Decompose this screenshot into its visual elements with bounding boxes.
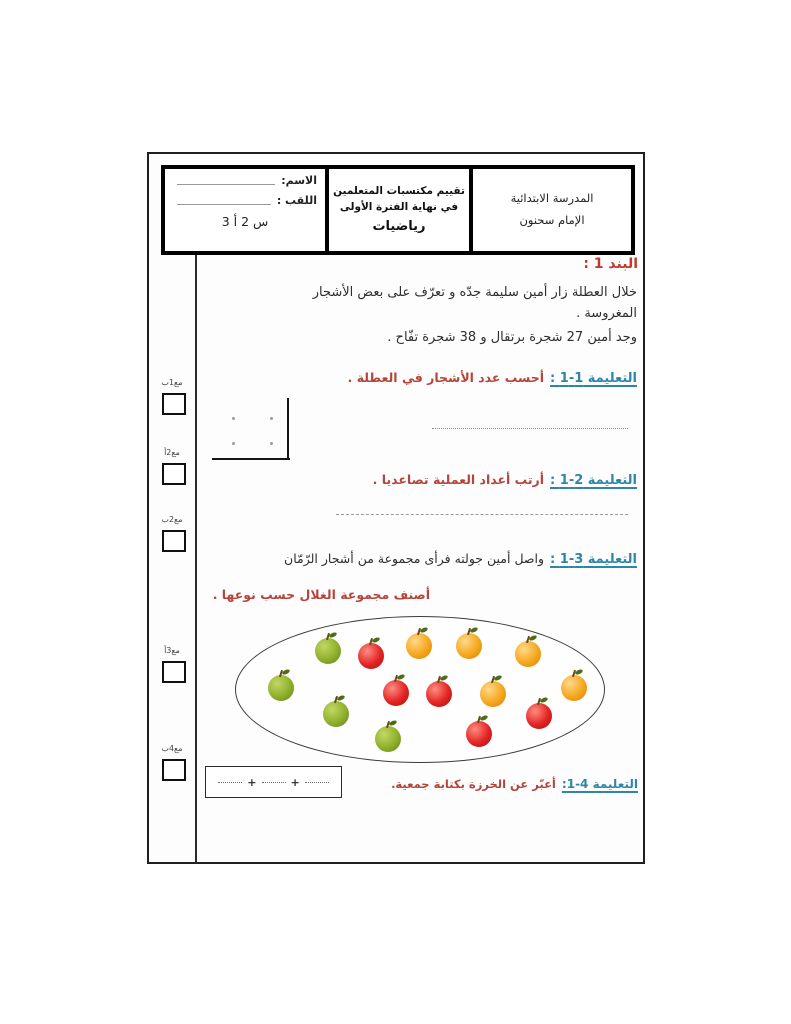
assessment-title-line2: في نهاية الفترة الأولى — [339, 200, 459, 213]
criterion-label-1: مع1ب — [161, 378, 183, 387]
assessment-cell — [325, 169, 473, 251]
criterion-label-2: مع2أ — [164, 448, 180, 457]
name-row — [173, 174, 317, 187]
answer-line-1-2[interactable] — [336, 514, 628, 515]
orange-fruit — [456, 633, 482, 659]
situation-line-2: المغروسة . — [576, 305, 637, 321]
green-fruit — [315, 638, 341, 664]
situation-line-3: وجد أمين 27 شجرة برتقال و 38 شجرة تفّاح . — [387, 329, 637, 345]
orange-fruit — [406, 633, 432, 659]
surname-row — [173, 194, 317, 207]
red-fruit — [466, 721, 492, 747]
red-fruit — [426, 681, 452, 707]
school-name-line2: الإمام سحنون — [519, 213, 585, 227]
subject-title: رياضيات — [372, 219, 426, 235]
green-fruit — [375, 726, 401, 752]
school-cell — [473, 169, 631, 251]
item-1-heading: البند 1 : — [583, 256, 638, 272]
sum-blank-3 — [305, 782, 329, 783]
class-code: س 2 أ 3 — [221, 214, 269, 229]
plus-sign: + — [247, 775, 257, 789]
answer-line-1-1[interactable] — [432, 428, 628, 429]
situation-line-1: خلال العطلة زار أمين سليمة جدّه و تعرّف على بعض الأشجار — [312, 285, 637, 300]
criterion-label-4: مع3أ — [164, 646, 180, 655]
instruction-1-3-label: التعليمة 3-1 : — [550, 552, 637, 567]
orange-fruit — [515, 641, 541, 667]
fruit-ellipse — [235, 616, 605, 763]
instruction-1-2 — [205, 472, 637, 488]
criterion-checkbox-4[interactable] — [162, 661, 186, 683]
instruction-1-2-label: التعليمة 2-1 : — [550, 473, 637, 488]
header-table — [161, 165, 635, 255]
instruction-1-1 — [205, 370, 637, 386]
digit-dot — [232, 417, 235, 420]
instruction-1-4-label: التعليمة 4-1: — [561, 777, 638, 791]
instruction-1-2-text: أرتب أعداد العملية تصاعديا . — [372, 472, 545, 487]
criterion-label-3: مع2ب — [161, 515, 183, 524]
green-fruit — [323, 701, 349, 727]
instruction-1-3-subtext: أصنف مجموعة الغلال حسب نوعها . — [212, 587, 430, 602]
instruction-1-3 — [205, 551, 637, 567]
instruction-1-4-text: أعبّر عن الخرزة بكتابة جمعية. — [391, 777, 556, 791]
criterion-checkbox-5[interactable] — [162, 759, 186, 781]
sum-blank-2 — [262, 782, 286, 783]
situation-text — [205, 283, 637, 348]
name-write-line[interactable] — [177, 174, 275, 185]
addition-frame-result-line — [212, 458, 290, 460]
orange-fruit — [480, 681, 506, 707]
addition-writing-box[interactable] — [205, 766, 342, 798]
instruction-1-1-label: التعليمة 1-1 : — [550, 371, 637, 386]
sum-blank-1 — [218, 782, 242, 783]
red-fruit — [383, 680, 409, 706]
addition-frame-vertical-line — [287, 398, 289, 460]
criterion-checkbox-2[interactable] — [162, 463, 186, 485]
criterion-checkbox-1[interactable] — [162, 393, 186, 415]
margin-divider — [195, 255, 197, 864]
green-fruit — [268, 675, 294, 701]
orange-fruit — [561, 675, 587, 701]
instruction-1-4 — [368, 777, 638, 791]
digit-dot — [270, 417, 273, 420]
plus-sign: + — [290, 775, 300, 789]
surname-label: اللقب : — [276, 194, 317, 207]
criterion-label-5: مع4ب — [161, 744, 183, 753]
name-label: الاسم: — [281, 174, 317, 187]
digit-dot — [232, 442, 235, 445]
student-info-cell — [165, 169, 325, 251]
red-fruit — [358, 643, 384, 669]
assessment-title-line1: تقييم مكتسبات المتعلمين — [333, 184, 465, 197]
instruction-1-1-text: أحسب عدد الأشجار في العطلة . — [347, 370, 545, 385]
surname-write-line[interactable] — [177, 194, 271, 205]
criterion-checkbox-3[interactable] — [162, 530, 186, 552]
instruction-1-3-text: واصل أمين جولته فرأى مجموعة من أشجار الرّمّان — [284, 551, 545, 566]
school-name-line1: المدرسة الابتدائية — [510, 191, 594, 206]
red-fruit — [526, 703, 552, 729]
digit-dot — [270, 442, 273, 445]
